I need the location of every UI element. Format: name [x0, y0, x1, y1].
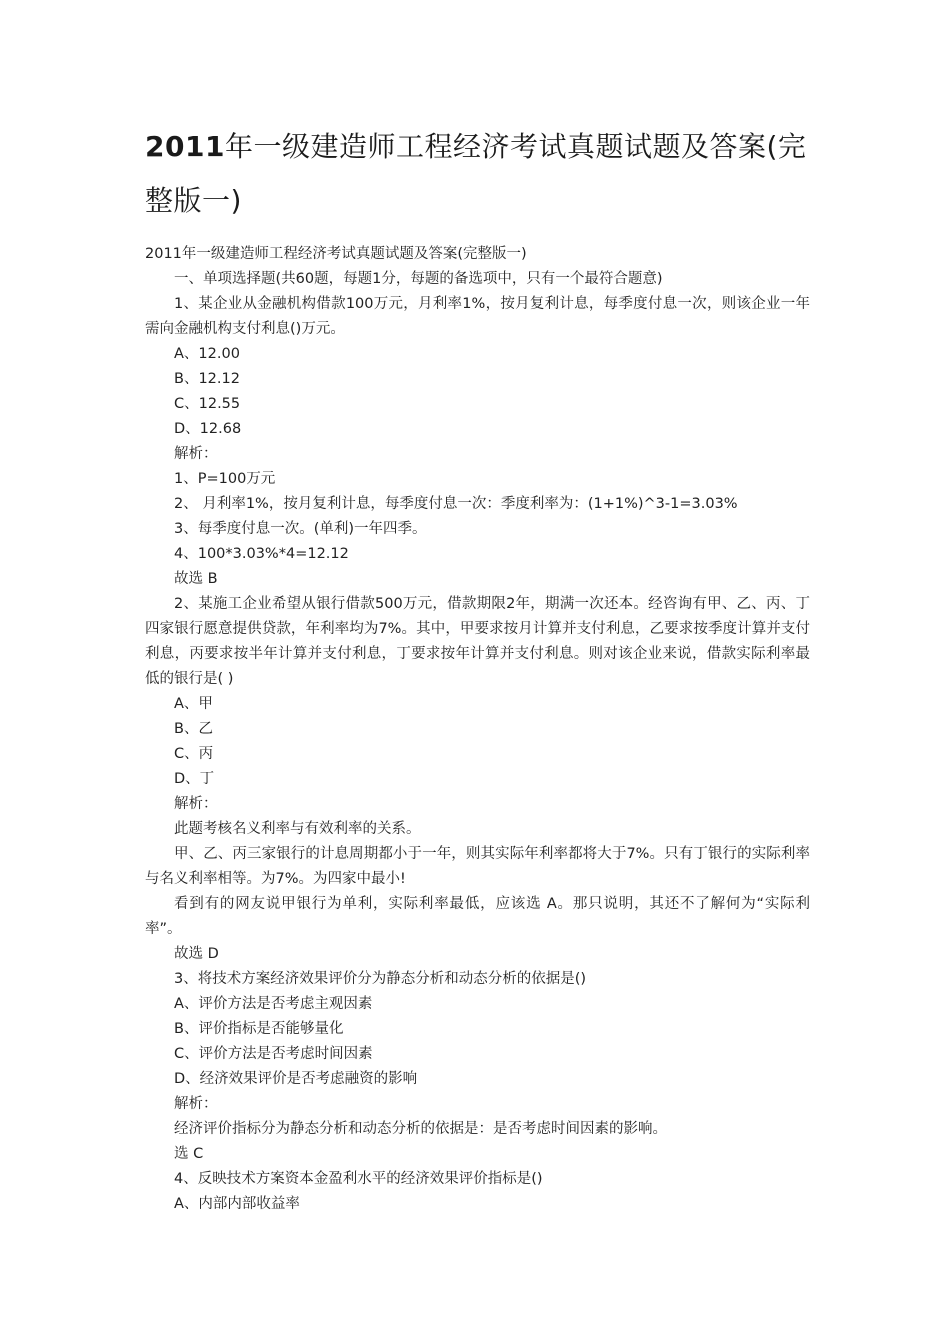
text-line: A、内部内部收益率 — [174, 1196, 300, 1212]
text-line: B、评价指标是否能够量化 — [174, 1021, 344, 1037]
text-line: 解析： — [174, 796, 218, 812]
text-line: A、甲 — [174, 696, 213, 712]
text-line: 解析： — [174, 446, 218, 462]
title-text: 年一级建造师工程经济考试真题试题及答案(完整版一) — [145, 130, 807, 217]
text-line: 此题考核名义利率与有效利率的关系。 — [174, 821, 421, 837]
text-line: 2、某施工企业希望从银行借款500万元，借款期限2年，期满一次还本。经咨询有甲、乙、丙、丁四家银行愿意提供贷款，年利率均为7%。其中，甲要求按月计算并支付利息，乙要求按季度计算并支付利息，丙要求按半年计算并支付利息，丁要求按年计算并支付利息。则对该企业来说，借款实际利率最低的银行是( ) — [145, 596, 810, 687]
title-year: 2011 — [145, 130, 225, 163]
text-line: 解析： — [174, 1096, 218, 1112]
text-line: 2、 月利率1%，按月复利计息，每季度付息一次：季度利率为：(1+1%)^3-1=3.03% — [174, 496, 738, 512]
document-title — [145, 120, 810, 228]
document-page — [145, 120, 810, 1217]
text-line: 故选 B — [174, 571, 218, 587]
text-line: 一、单项选择题(共60题，每题1分，每题的备选项中，只有一个最符合题意) — [174, 271, 663, 287]
text-line: 4、反映技术方案资本金盈利水平的经济效果评价指标是() — [174, 1171, 543, 1187]
text-line: 故选 D — [174, 946, 219, 962]
text-line: 3、每季度付息一次。(单利)一年四季。 — [174, 521, 427, 537]
document-body — [145, 242, 810, 1217]
text-line: B、乙 — [174, 721, 213, 737]
text-line: C、丙 — [174, 746, 214, 762]
text-line: C、评价方法是否考虑时间因素 — [174, 1046, 373, 1062]
text-line: 1、某企业从金融机构借款100万元，月利率1%，按月复利计息，每季度付息一次，则该企业一年需向金融机构支付利息()万元。 — [145, 296, 810, 337]
text-line: A、12.00 — [174, 346, 240, 362]
text-line: 看到有的网友说甲银行为单利，实际利率最低，应该选 A。那只说明，其还不了解何为“实际利率”。 — [145, 896, 810, 937]
text-line: 4、100*3.03%*4=12.12 — [174, 546, 349, 562]
text-line: 选 C — [174, 1146, 204, 1162]
text-line: 3、将技术方案经济效果评价分为静态分析和动态分析的依据是() — [174, 971, 587, 987]
text-line: D、丁 — [174, 771, 215, 787]
text-line: 甲、乙、丙三家银行的计息周期都小于一年，则其实际年利率都将大于7%。只有丁银行的实际利率与名义利率相等。为7%。为四家中最小! — [145, 846, 810, 887]
text-line: D、12.68 — [174, 421, 242, 437]
text-line: 1、P=100万元 — [174, 471, 276, 487]
text-line: D、经济效果评价是否考虑融资的影响 — [174, 1071, 418, 1087]
text-line: C、12.55 — [174, 396, 241, 412]
text-line: B、12.12 — [174, 371, 240, 387]
text-line: A、评价方法是否考虑主观因素 — [174, 996, 373, 1012]
text-line: 2011年一级建造师工程经济考试真题试题及答案(完整版一) — [145, 246, 527, 262]
text-line: 经济评价指标分为静态分析和动态分析的依据是：是否考虑时间因素的影响。 — [174, 1121, 667, 1137]
